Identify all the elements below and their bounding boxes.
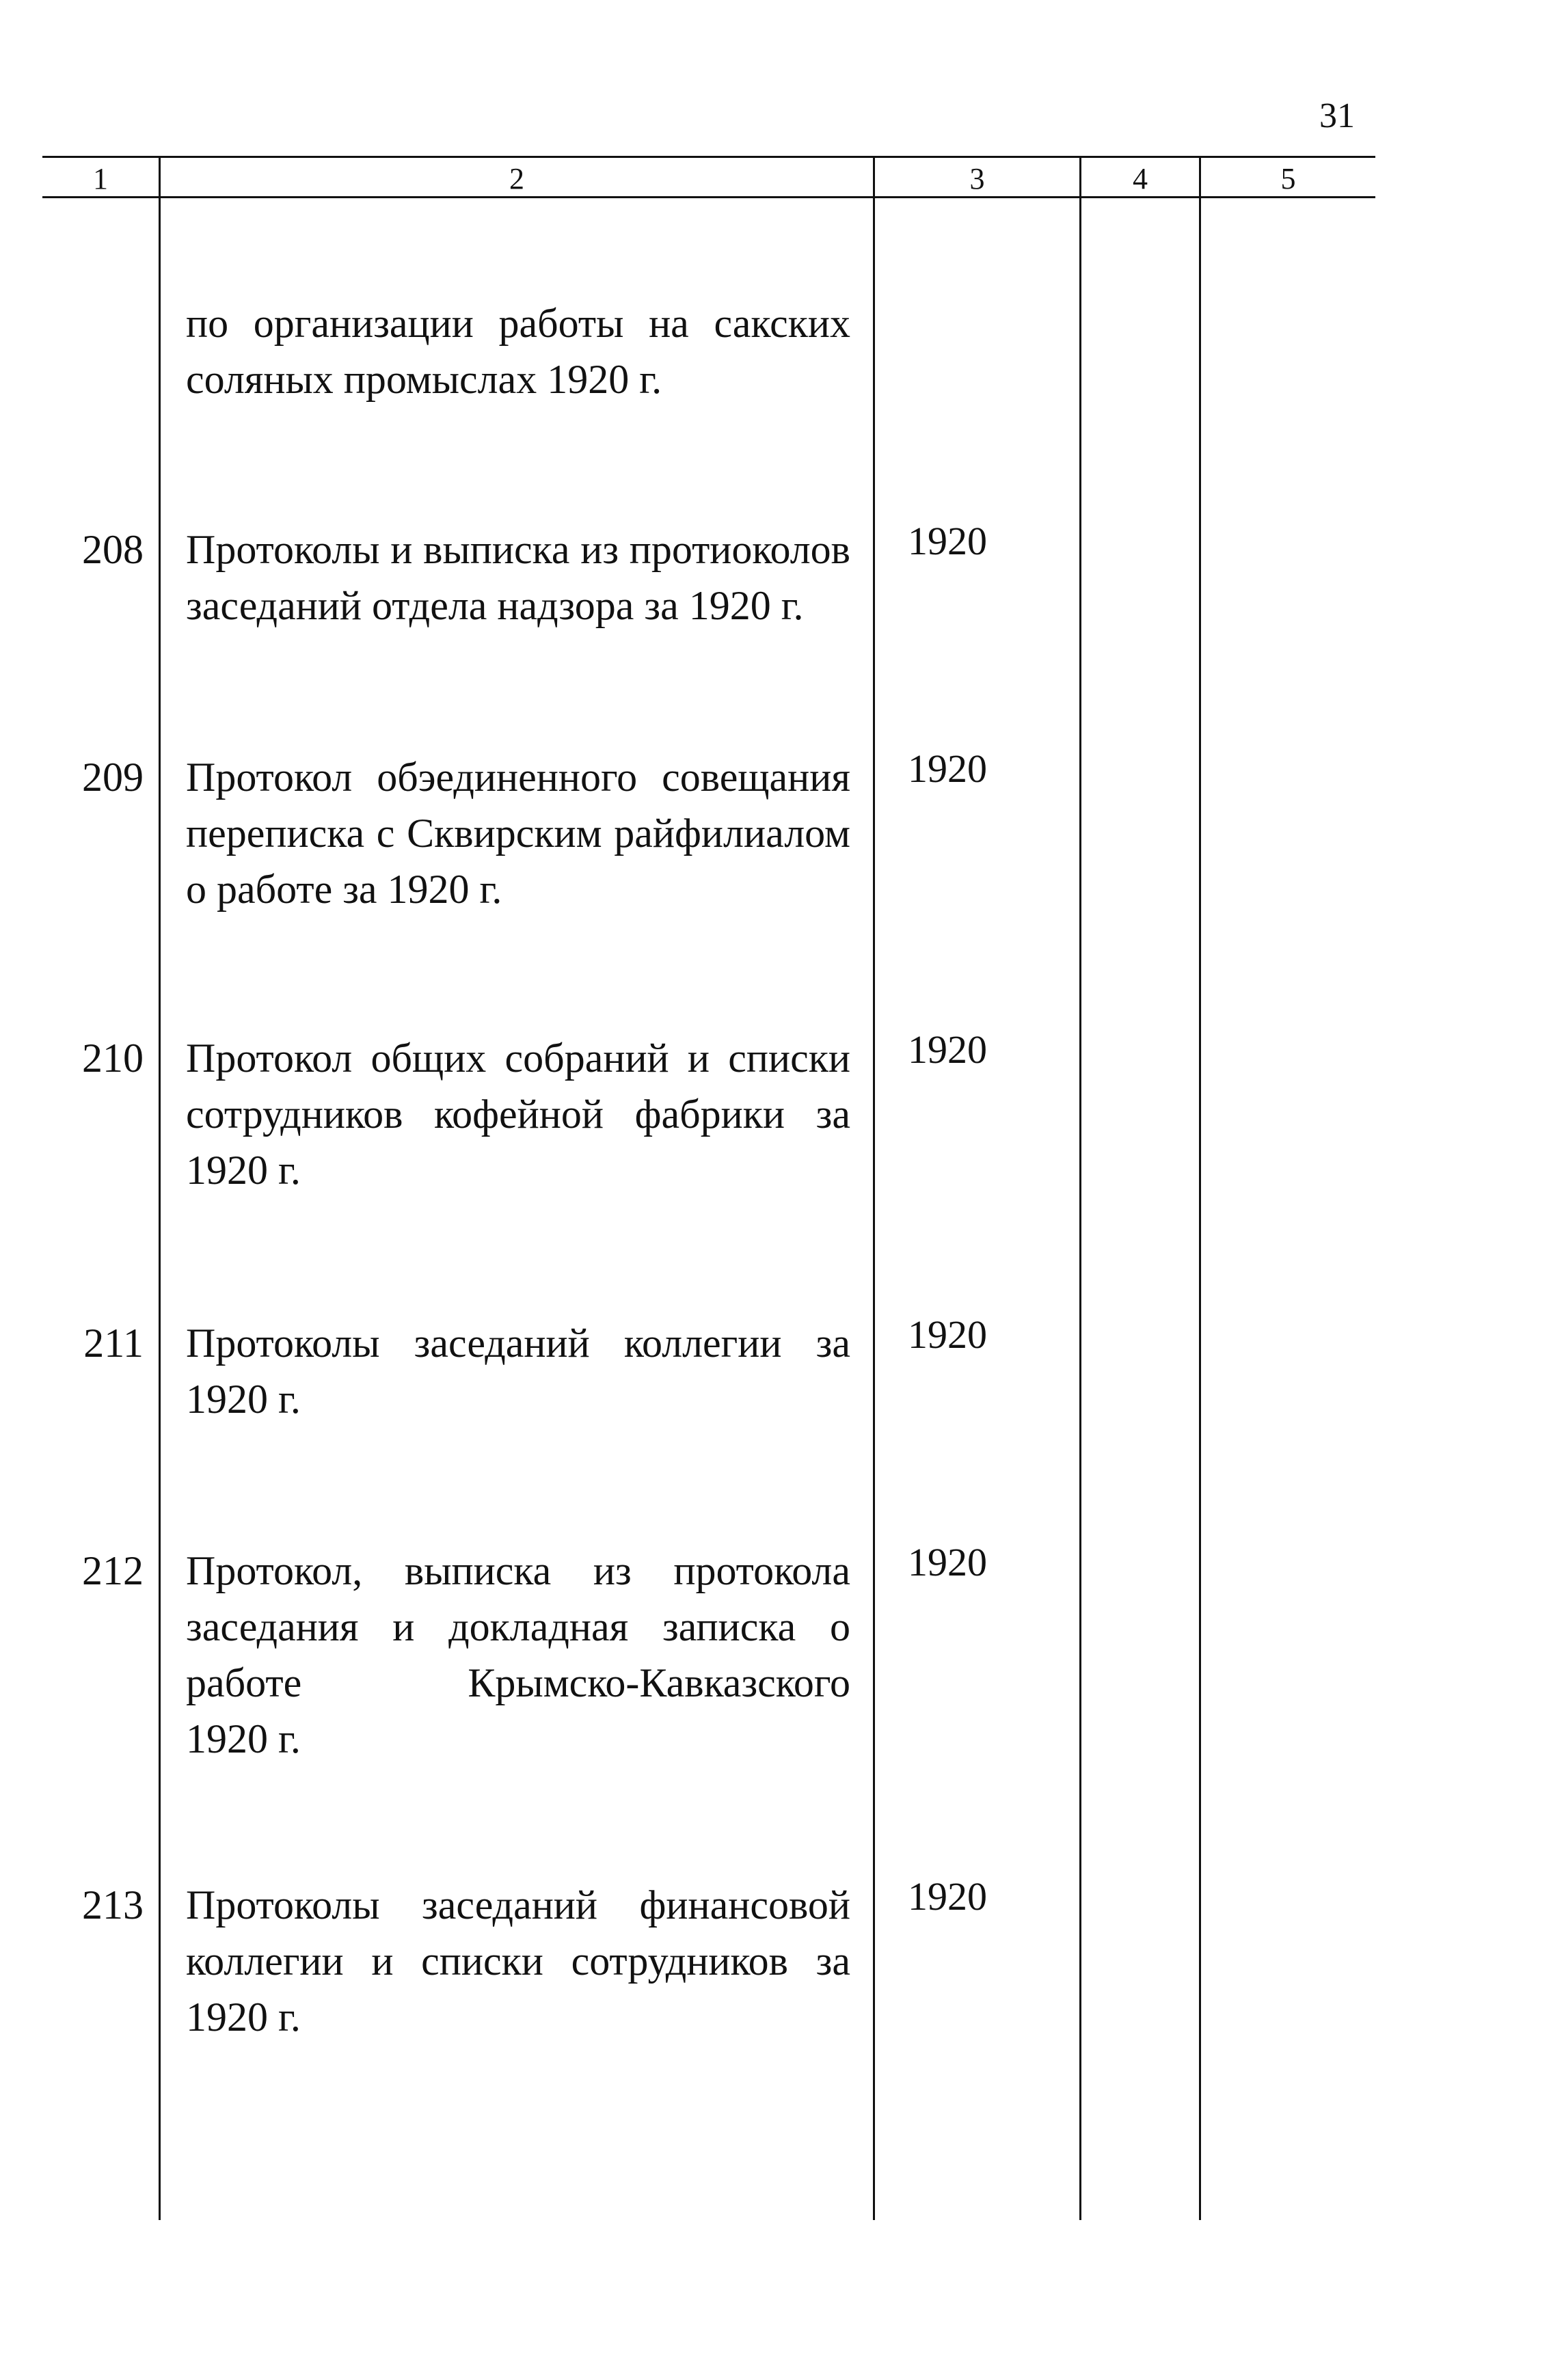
description-line: работе Крымско-Кавказского — [186, 1660, 850, 1705]
column-header-4: 4 — [1133, 162, 1148, 195]
item-year: 1920 — [908, 746, 987, 791]
description-line: Протоколы заседаний коллегии за — [186, 1321, 850, 1366]
column-header-3: 3 — [969, 162, 985, 195]
table-top-rule — [42, 156, 1375, 158]
description-line: 1920 г. — [186, 1716, 301, 1761]
item-number: 211 — [83, 1321, 144, 1366]
item-description — [186, 1030, 850, 1198]
description-line: Протокол общих собраний и списки — [186, 1036, 850, 1081]
description-line: заседания и докладная записка о — [186, 1604, 850, 1649]
description-line: по организации работы на сакских — [186, 301, 850, 346]
description-line: соляных промыслах 1920 г. — [186, 357, 662, 402]
page-number: 31 — [1319, 96, 1355, 135]
description-line: о работе за 1920 г. — [186, 867, 502, 912]
description-line: Протокол, выписка из протокола — [186, 1548, 850, 1593]
description-line: Протокол обэединенного совещания — [186, 755, 850, 800]
item-number: 210 — [82, 1036, 144, 1081]
column-divider — [1079, 156, 1081, 2220]
item-description — [186, 1315, 850, 1427]
column-header-1: 1 — [93, 162, 108, 195]
column-divider — [1199, 156, 1201, 2220]
item-description — [186, 522, 850, 634]
item-description — [186, 295, 850, 407]
item-number: 212 — [82, 1548, 144, 1593]
header-bottom-rule — [42, 196, 1375, 198]
description-line: переписка с Сквирским райфилиалом — [186, 811, 850, 856]
column-header-2: 2 — [509, 162, 524, 195]
item-year: 1920 — [908, 1027, 987, 1072]
item-year: 1920 — [908, 1874, 987, 1919]
item-description — [186, 1877, 850, 2045]
description-line: Протоколы и выписка из протиоколов — [186, 527, 850, 572]
item-number: 208 — [82, 527, 144, 572]
item-year: 1920 — [908, 1312, 987, 1357]
item-year: 1920 — [908, 519, 987, 563]
description-line: заседаний отдела надзора за 1920 г. — [186, 583, 804, 628]
item-number: 213 — [82, 1882, 144, 1928]
description-line: 1920 г. — [186, 1148, 301, 1193]
item-description — [186, 749, 850, 917]
column-header-5: 5 — [1280, 162, 1296, 195]
description-line: 1920 г. — [186, 1994, 301, 2040]
description-line: 1920 г. — [186, 1377, 301, 1422]
column-divider — [873, 156, 875, 2220]
item-year: 1920 — [908, 1540, 987, 1584]
description-line: Протоколы заседаний финансовой — [186, 1882, 850, 1928]
item-number: 209 — [82, 755, 144, 800]
column-divider — [159, 156, 161, 2220]
description-line: сотрудников кофейной фабрики за — [186, 1092, 850, 1137]
item-description — [186, 1543, 850, 1767]
description-line: коллегии и списки сотрудников за — [186, 1938, 850, 1984]
